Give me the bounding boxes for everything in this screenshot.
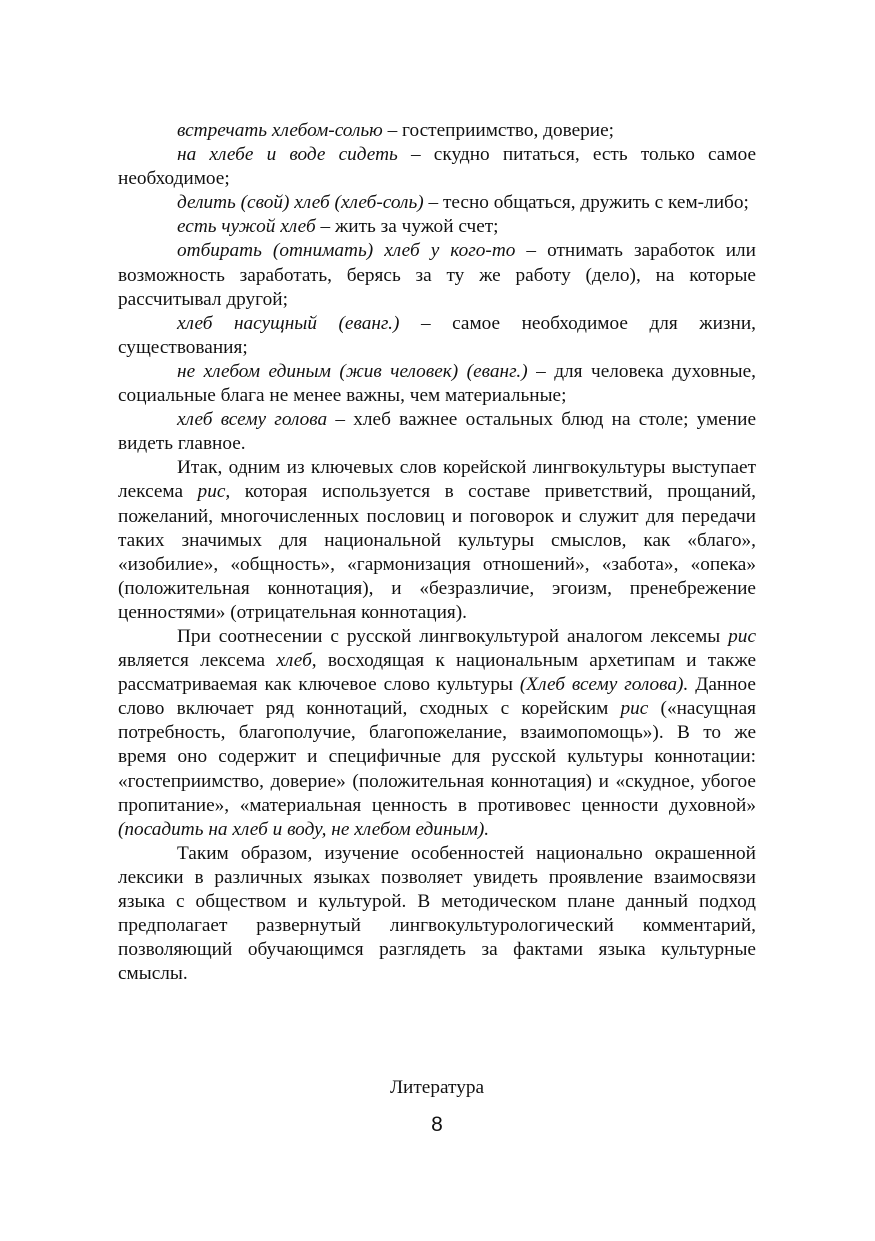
idiom-entry — [118, 239, 756, 311]
text-run: Итак, одним из ключевых слов корейской лингвокультуры выступает лексема — [118, 457, 756, 503]
idiom-phrase: хлеб всему голова — [177, 409, 328, 431]
idiom-meaning: – отнимать заработок или возможность заработать, берясь за ту же работу (дело), на которые рассчитывал другой; — [118, 240, 757, 310]
italic-term: (посадить на хлеб и воду, не хлебом единым). — [118, 818, 490, 840]
idiom-meaning: – скудно питаться, есть только самое необходимое; — [118, 144, 756, 190]
idiom-phrase: на хлебе и воде сидеть — [177, 144, 398, 166]
idiom-entry — [118, 360, 756, 408]
text-run: , восходящая к национальным архетипам и также рассматриваемая как ключевое слово культуры — [118, 650, 756, 696]
idiom-phrase: хлеб насущный (еванг.) — [177, 312, 400, 334]
idiom-meaning: – гостеприимство, доверие; — [382, 120, 615, 141]
text-run: При соотнесении с русской лингвокультурой аналогом лексемы — [177, 625, 729, 647]
text-run: которая используется в составе приветствий, прощаний, пожеланий, многочисленных пословиц и поговорок и служит для передачи таких значимых для национальной культуры смыслов, как «благо», «изобилие», «общность», «гармонизация отношений», «забота», «опека» (положительная коннотация), и «безразличие, эгоизм, пренебрежение ценностями» (отрицательная коннотация). — [118, 481, 756, 623]
idiom-phrase: не хлебом единым (жив человек) (еванг.) — [177, 360, 528, 382]
idiom-entry — [118, 119, 756, 143]
italic-term: (Хлеб всему голова). — [519, 674, 689, 696]
idiom-entry — [118, 215, 756, 239]
idiom-phrase: встречать хлебом-солью — [177, 120, 383, 141]
page-number: 8 — [431, 1113, 443, 1136]
section-heading: Литература — [389, 1077, 485, 1098]
idiom-meaning: – для человека духовные, социальные блага не менее важны, чем материальные; — [118, 360, 756, 407]
text-run: Данное слово включает ряд коннотаций, сходных с корейским — [118, 674, 756, 720]
paragraph-final: Таким образом, изучение особенностей национально окрашенной лексики в различных языках позволяет увидеть проявление взаимосвязи языка с обществом и культурой. В методическом плане данный подход предполагает развернутый лингвокультурологический комментарий, позволяющий обучающимся разглядеть за фактами языка культурные смыслы. — [118, 842, 756, 985]
idiom-phrase: отбирать (отнимать) хлеб у кого-то — [177, 240, 516, 262]
italic-term: рис — [728, 625, 756, 647]
italic-term: хлеб — [276, 650, 312, 672]
italic-term: рис — [620, 698, 649, 720]
idiom-meaning: – тесно общаться, дружить с кем-либо; — [423, 192, 749, 214]
idiom-entry — [118, 143, 756, 191]
idiom-entry — [118, 312, 756, 360]
text-run: («насущная потребность, благополучие, благопожелание, взаимопомощь»). В то же время оно содержит и специфичные для русской культуры коннотации: «гостеприимство, доверие» (положительная коннотация) и «скудное, убогое пропитание», «материальная ценность в противовес ценности духовной» — [118, 698, 756, 816]
idiom-meaning: – жить за чужой счет; — [315, 216, 499, 238]
idiom-entry — [118, 408, 756, 456]
idiom-phrase: делить (свой) хлеб (хлеб-соль) — [177, 192, 424, 214]
italic-term: рис, — [197, 481, 231, 503]
text-run: является лексема — [118, 650, 277, 672]
idiom-meaning: – хлеб важнее остальных блюд на столе; умение видеть главное. — [118, 409, 757, 455]
document-body — [118, 119, 756, 986]
paragraph-conclusion — [118, 456, 756, 625]
idiom-entry — [118, 191, 756, 215]
idiom-phrase: есть чужой хлеб — [177, 216, 316, 238]
paragraph-comparison — [118, 625, 756, 842]
idiom-meaning: – самое необходимое для жизни, существования; — [118, 312, 756, 358]
